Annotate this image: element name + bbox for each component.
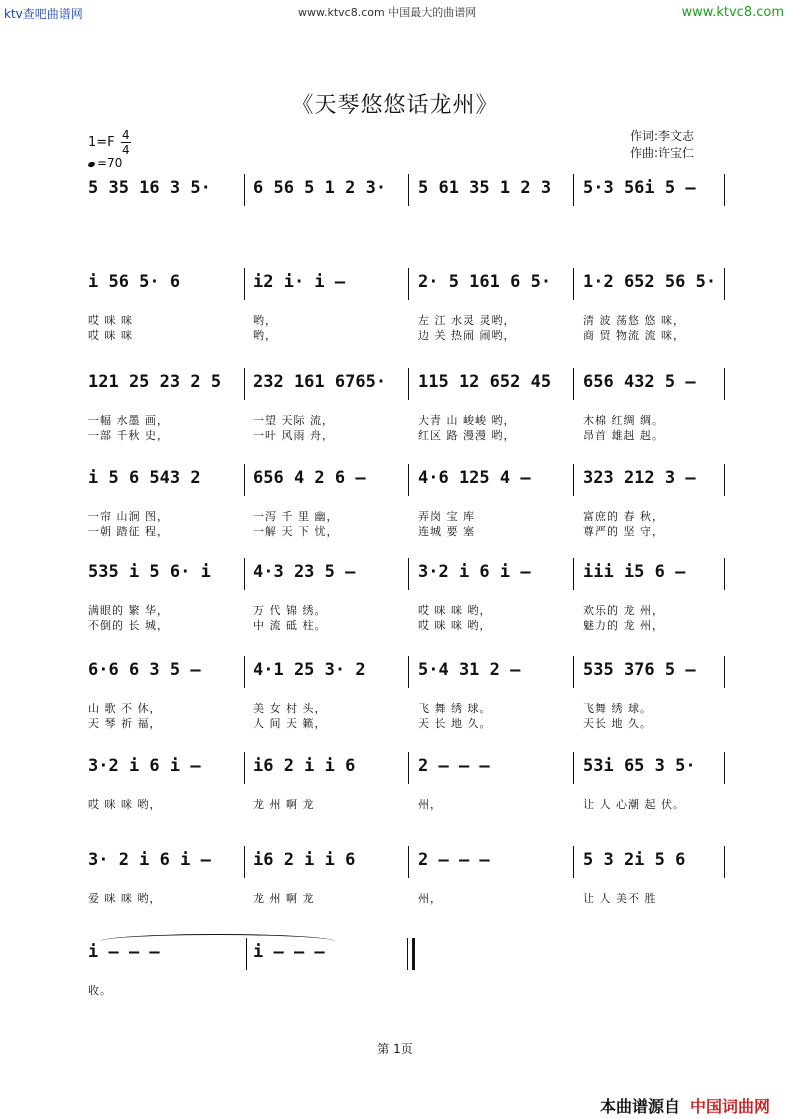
lyric-segment: 收。 — [88, 984, 112, 997]
measure: i 56 5· 6 — [88, 272, 181, 292]
measure: 3· 2 i 6 i – — [88, 850, 211, 870]
key-signature — [88, 128, 131, 157]
measure: 4·1 25 3· 2 — [253, 660, 366, 680]
barline — [244, 656, 245, 688]
lyric-segment: 欢乐的 龙 州， — [583, 604, 664, 617]
lyric-segment: 龙 州 啊 龙 — [253, 798, 315, 811]
measure: 2 – – – — [418, 850, 490, 870]
lyric-segment: 哎 咪 咪 哟， — [418, 604, 492, 617]
tie-mark — [100, 934, 335, 949]
barline — [244, 464, 245, 496]
lyric-segment: 让 人 美不 胜 — [583, 892, 657, 905]
lyric-segment: 满眼的 繁 华， — [88, 604, 169, 617]
measure: 3·2 i 6 i – — [418, 562, 531, 582]
barline — [724, 752, 725, 784]
lyric-segment: 大青 山 峻峻 哟， — [418, 414, 516, 427]
measure: 5 3 2i 5 6 — [583, 850, 686, 870]
measure: i6 2 i i 6 — [253, 850, 356, 870]
lyric-segment: 一帘 山涧 图， — [88, 510, 169, 523]
barline — [408, 174, 409, 206]
lyric-segment: 让 人 心潮 起 伏。 — [583, 798, 685, 811]
lyrics-row — [86, 523, 726, 538]
measure: 4·6 125 4 – — [418, 468, 531, 488]
barline — [724, 558, 725, 590]
source-site[interactable]: 中国词曲网 — [689, 1097, 770, 1116]
lyric-segment: 富庶的 春 秋， — [583, 510, 664, 523]
lyric-segment: 红区 路 漫漫 哟， — [418, 429, 516, 442]
lyric-segment: 飞舞 绣 球。 — [583, 702, 652, 715]
lyric-segment: 弄岗 宝 库 — [418, 510, 475, 523]
site-url-right[interactable]: www.ktvc8.com — [681, 5, 784, 20]
lyric-segment: 州， — [418, 798, 442, 811]
barline — [573, 464, 574, 496]
barline — [408, 752, 409, 784]
lyric-segment: 一泻 千 里 幽， — [253, 510, 339, 523]
lyric-segment: 爱 咪 咪 哟， — [88, 892, 162, 905]
source-brand — [600, 1094, 770, 1117]
barline — [724, 846, 725, 878]
lyric-segment: 尊严的 坚 守， — [583, 525, 664, 538]
lyric-segment: 天长 地 久。 — [583, 717, 652, 730]
barline — [244, 558, 245, 590]
measure: iii i5 6 – — [583, 562, 686, 582]
measure: i6 2 i i 6 — [253, 756, 356, 776]
score-system — [86, 562, 726, 632]
lyrics-row — [86, 890, 726, 905]
measure: 5 61 35 1 2 3 — [418, 178, 552, 198]
barline — [724, 656, 725, 688]
lyric-segment: 哎 咪 咪 哟， — [88, 798, 162, 811]
notes-row — [86, 372, 726, 402]
lyric-segment: 边 关 热闹 闹哟， — [418, 329, 516, 342]
score-system — [86, 942, 726, 997]
lyric-segment: 一望 天际 流， — [253, 414, 334, 427]
score-system — [86, 272, 726, 342]
lyrics-row — [86, 412, 726, 427]
barline — [724, 268, 725, 300]
barline — [244, 846, 245, 878]
song-title: 《天琴悠悠话龙州》 — [291, 93, 499, 118]
lyrics-row — [86, 617, 726, 632]
key-label: 1=F — [88, 135, 115, 150]
lyrics-row — [86, 427, 726, 442]
lyrics-row — [86, 508, 726, 523]
measure: 2· 5 161 6 5· — [418, 272, 552, 292]
lyric-segment: 一幅 水墨 画， — [88, 414, 169, 427]
measure: 656 432 5 – — [583, 372, 696, 392]
final-barline-thin — [407, 938, 408, 970]
lyric-segment: 飞 舞 绣 球。 — [418, 702, 492, 715]
notes-row — [86, 178, 726, 208]
lyric-segment: 木棉 红绸 绸。 — [583, 414, 664, 427]
notes-row — [86, 562, 726, 592]
quarter-note-icon — [87, 161, 95, 168]
notes-row — [86, 660, 726, 690]
lyrics-row — [86, 312, 726, 327]
measure: 4·3 23 5 – — [253, 562, 356, 582]
composer: 作曲:许宝仁 — [630, 146, 695, 160]
lyric-segment: 一朝 踏征 程， — [88, 525, 169, 538]
credits — [630, 128, 694, 162]
measure: 6·6 6 3 5 – — [88, 660, 201, 680]
lyric-segment: 美 女 村 头， — [253, 702, 327, 715]
lyric-segment: 天 长 地 久。 — [418, 717, 492, 730]
lyrics-row — [86, 796, 726, 811]
lyric-segment: 哎 咪 咪 哟， — [418, 619, 492, 632]
measure: 6 56 5 1 2 3· — [253, 178, 387, 198]
barline — [408, 268, 409, 300]
score-system — [86, 850, 726, 905]
score-system — [86, 372, 726, 442]
lyrics-row — [86, 715, 726, 730]
lyric-segment: 一部 千秋 史， — [88, 429, 169, 442]
barline — [573, 174, 574, 206]
barline — [573, 752, 574, 784]
notes-row — [86, 756, 726, 786]
lyric-segment: 昂首 雄赳 赳。 — [583, 429, 664, 442]
measure: 5·3 56i 5 – — [583, 178, 696, 198]
site-name-left[interactable]: ktv查吧曲谱网 — [4, 7, 83, 21]
barline — [724, 464, 725, 496]
page-number: 第 1页 — [377, 1042, 413, 1056]
lyrics-row — [86, 700, 726, 715]
barline — [573, 368, 574, 400]
measure: 535 i 5 6· i — [88, 562, 211, 582]
barline — [244, 752, 245, 784]
notes-row — [86, 272, 726, 302]
lyrics-row — [86, 327, 726, 342]
lyric-segment: 人 间 天 籁， — [253, 717, 327, 730]
lyric-segment: 山 歌 不 休， — [88, 702, 162, 715]
lyric-segment: 州， — [418, 892, 442, 905]
measure: 232 161 6765· — [253, 372, 387, 392]
barline — [408, 368, 409, 400]
measure: 2 – – – — [418, 756, 490, 776]
lyric-segment: 天 琴 祈 福， — [88, 717, 162, 730]
barline — [408, 656, 409, 688]
site-url-center[interactable]: www.ktvc8.com 中国最大的曲谱网 — [298, 6, 477, 19]
measure: 323 212 3 – — [583, 468, 696, 488]
lyric-segment: 连城 要 塞 — [418, 525, 475, 538]
lyrics-row — [86, 982, 726, 997]
time-denominator: 4 — [121, 143, 130, 157]
barline — [408, 558, 409, 590]
score-system — [86, 178, 726, 208]
measure: i2 i· i – — [253, 272, 346, 292]
source-label: 本曲谱源自 — [599, 1097, 680, 1116]
barline — [724, 174, 725, 206]
lyric-segment: 清 波 荡悠 悠 咪， — [583, 314, 685, 327]
time-signature — [121, 128, 131, 157]
lyric-segment: 哎 咪 咪 — [88, 329, 133, 342]
barline — [573, 558, 574, 590]
notes-row — [86, 468, 726, 498]
lyric-segment: 一叶 风雨 舟， — [253, 429, 334, 442]
lyric-segment: 万 代 锦 绣。 — [253, 604, 327, 617]
lyric-segment: 不倒的 长 城， — [88, 619, 169, 632]
score-system — [86, 756, 726, 811]
barline — [408, 846, 409, 878]
lyric-segment: 龙 州 啊 龙 — [253, 892, 315, 905]
tempo-marking — [88, 156, 122, 170]
lyric-segment: 哟， — [253, 329, 277, 342]
lyricist: 作词:李文志 — [630, 129, 695, 143]
measure: 121 25 23 2 5 — [88, 372, 222, 392]
notes-row — [86, 850, 726, 880]
barline — [244, 174, 245, 206]
tempo-value: =70 — [97, 156, 123, 170]
lyric-segment: 哎 咪 咪 — [88, 314, 133, 327]
lyric-segment: 左 江 水灵 灵哟， — [418, 314, 516, 327]
measure: 535 376 5 – — [583, 660, 696, 680]
score-system — [86, 468, 726, 538]
barline — [573, 846, 574, 878]
measure: i – – – — [88, 942, 160, 962]
measure: i – – – — [253, 942, 325, 962]
barline — [724, 368, 725, 400]
barline — [408, 464, 409, 496]
measure: 5 35 16 3 5· — [88, 178, 211, 198]
lyric-segment: 哟， — [253, 314, 277, 327]
final-barline — [412, 938, 415, 970]
measure: 115 12 652 45 — [418, 372, 552, 392]
measure: 5·4 31 2 – — [418, 660, 521, 680]
measure: 3·2 i 6 i – — [88, 756, 201, 776]
barline — [573, 656, 574, 688]
lyrics-row — [86, 602, 726, 617]
barline — [244, 268, 245, 300]
lyric-segment: 中 流 砥 柱。 — [253, 619, 327, 632]
measure: 1·2 652 56 5· — [583, 272, 717, 292]
measure: 656 4 2 6 – — [253, 468, 366, 488]
lyric-segment: 一解 天 下 忧， — [253, 525, 339, 538]
lyric-segment: 商 贸 物流 流 咪， — [583, 329, 685, 342]
measure: 53i 65 3 5· — [583, 756, 696, 776]
time-numerator: 4 — [121, 128, 130, 142]
lyric-segment: 魅力的 龙 州， — [583, 619, 664, 632]
barline — [244, 368, 245, 400]
score-system — [86, 660, 726, 730]
barline — [573, 268, 574, 300]
measure: i 5 6 543 2 — [88, 468, 201, 488]
